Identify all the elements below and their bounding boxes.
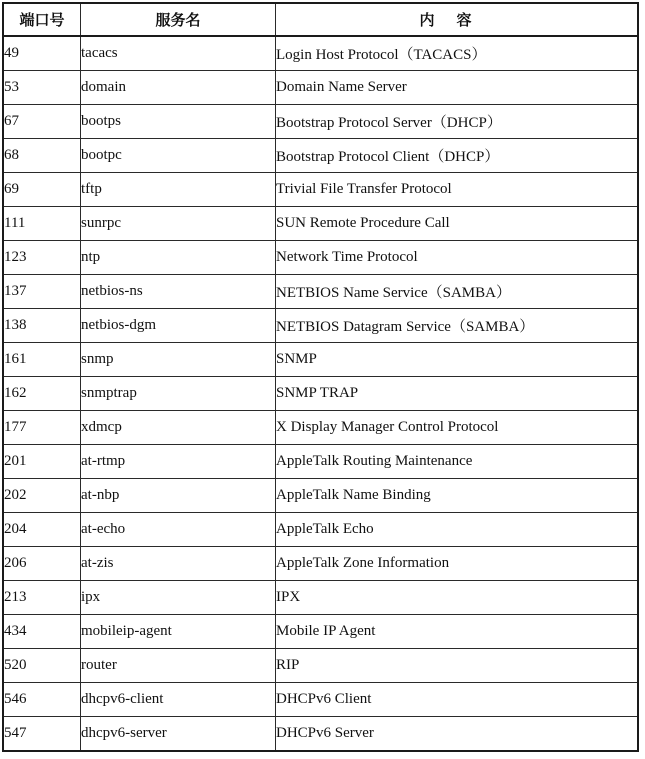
- port-cell: 69: [3, 173, 81, 207]
- port-cell: 213: [3, 581, 81, 615]
- content-cell: Bootstrap Protocol Server（DHCP）: [276, 105, 639, 139]
- content-cell: SNMP: [276, 343, 639, 377]
- table-row: [3, 275, 638, 309]
- service-cell: dhcpv6-server: [81, 717, 276, 752]
- port-cell: 162: [3, 377, 81, 411]
- port-cell: 161: [3, 343, 81, 377]
- service-cell: xdmcp: [81, 411, 276, 445]
- table-row: [3, 36, 638, 71]
- service-cell: bootpc: [81, 139, 276, 173]
- content-cell: AppleTalk Echo: [276, 513, 639, 547]
- port-cell: 138: [3, 309, 81, 343]
- service-cell: ipx: [81, 581, 276, 615]
- content-cell: X Display Manager Control Protocol: [276, 411, 639, 445]
- header-row: [3, 3, 638, 36]
- service-cell: tacacs: [81, 36, 276, 71]
- port-cell: 546: [3, 683, 81, 717]
- port-cell: 434: [3, 615, 81, 649]
- table-row: [3, 479, 638, 513]
- content-cell: NETBIOS Datagram Service（SAMBA）: [276, 309, 639, 343]
- table-row: [3, 683, 638, 717]
- table-row: [3, 513, 638, 547]
- service-cell: sunrpc: [81, 207, 276, 241]
- port-cell: 177: [3, 411, 81, 445]
- service-cell: netbios-dgm: [81, 309, 276, 343]
- service-cell: snmp: [81, 343, 276, 377]
- table-row: [3, 343, 638, 377]
- header-content: 内容: [276, 3, 639, 36]
- port-cell: 49: [3, 36, 81, 71]
- service-cell: at-echo: [81, 513, 276, 547]
- content-cell: AppleTalk Routing Maintenance: [276, 445, 639, 479]
- content-cell: SUN Remote Procedure Call: [276, 207, 639, 241]
- table-row: [3, 207, 638, 241]
- service-cell: router: [81, 649, 276, 683]
- content-cell: DHCPv6 Server: [276, 717, 639, 752]
- table-row: [3, 547, 638, 581]
- content-cell: AppleTalk Zone Information: [276, 547, 639, 581]
- content-cell: Domain Name Server: [276, 71, 639, 105]
- table-row: [3, 411, 638, 445]
- table-row: [3, 309, 638, 343]
- content-cell: Mobile IP Agent: [276, 615, 639, 649]
- header-service: 服务名: [81, 3, 276, 36]
- port-cell: 202: [3, 479, 81, 513]
- port-cell: 204: [3, 513, 81, 547]
- content-cell: IPX: [276, 581, 639, 615]
- content-cell: Login Host Protocol（TACACS）: [276, 36, 639, 71]
- table-header: [3, 3, 638, 36]
- port-cell: 520: [3, 649, 81, 683]
- content-cell: SNMP TRAP: [276, 377, 639, 411]
- service-cell: dhcpv6-client: [81, 683, 276, 717]
- content-cell: Bootstrap Protocol Client（DHCP）: [276, 139, 639, 173]
- service-cell: mobileip-agent: [81, 615, 276, 649]
- table-row: [3, 649, 638, 683]
- service-cell: netbios-ns: [81, 275, 276, 309]
- service-cell: snmptrap: [81, 377, 276, 411]
- table-row: [3, 445, 638, 479]
- table-row: [3, 615, 638, 649]
- table-row: [3, 377, 638, 411]
- table-row: [3, 717, 638, 752]
- content-cell: Network Time Protocol: [276, 241, 639, 275]
- content-cell: Trivial File Transfer Protocol: [276, 173, 639, 207]
- port-service-table: [2, 2, 639, 752]
- table-row: [3, 71, 638, 105]
- table-row: [3, 105, 638, 139]
- table-row: [3, 139, 638, 173]
- header-port: 端口号: [3, 3, 81, 36]
- content-cell: NETBIOS Name Service（SAMBA）: [276, 275, 639, 309]
- port-cell: 137: [3, 275, 81, 309]
- service-cell: at-zis: [81, 547, 276, 581]
- service-cell: bootps: [81, 105, 276, 139]
- table-row: [3, 581, 638, 615]
- port-cell: 206: [3, 547, 81, 581]
- service-cell: domain: [81, 71, 276, 105]
- service-cell: ntp: [81, 241, 276, 275]
- content-cell: DHCPv6 Client: [276, 683, 639, 717]
- port-cell: 67: [3, 105, 81, 139]
- port-cell: 53: [3, 71, 81, 105]
- port-cell: 201: [3, 445, 81, 479]
- port-cell: 111: [3, 207, 81, 241]
- table-row: [3, 241, 638, 275]
- port-cell: 547: [3, 717, 81, 752]
- content-cell: AppleTalk Name Binding: [276, 479, 639, 513]
- service-cell: tftp: [81, 173, 276, 207]
- content-cell: RIP: [276, 649, 639, 683]
- service-cell: at-rtmp: [81, 445, 276, 479]
- port-cell: 123: [3, 241, 81, 275]
- service-cell: at-nbp: [81, 479, 276, 513]
- table-body: [3, 36, 638, 751]
- table-row: [3, 173, 638, 207]
- port-cell: 68: [3, 139, 81, 173]
